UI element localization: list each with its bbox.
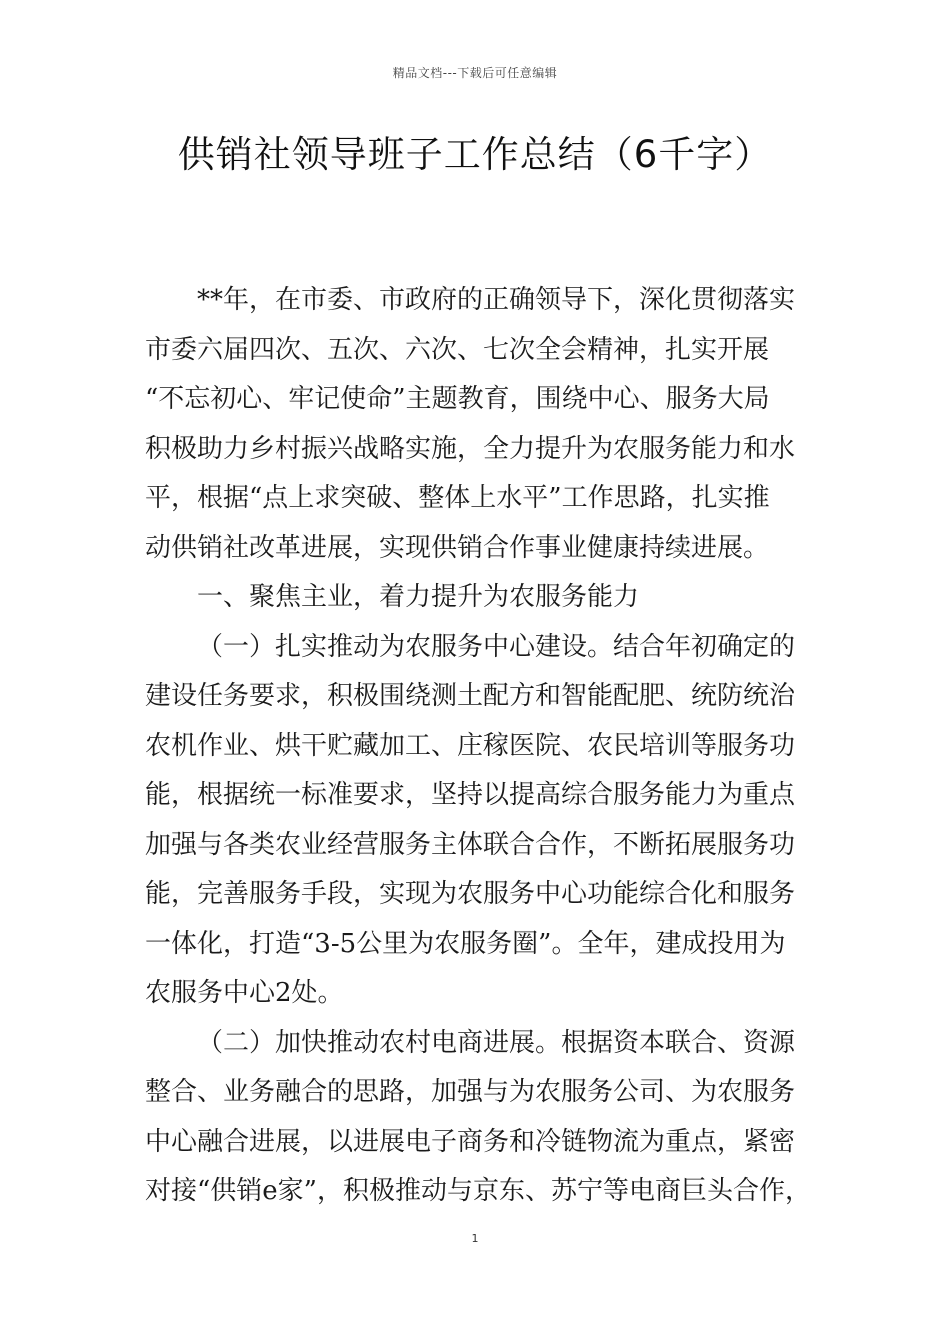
- text-line: 一体化，打造“3-5公里为农服务圈”。全年，建成投用为: [145, 928, 786, 959]
- text-line: “不忘初心、牢记使命”主题教育，围绕中心、服务大局: [145, 384, 770, 414]
- page-header: 精品文档---下载后可任意编辑: [392, 66, 558, 80]
- text-line: **年，在市委、市政府的正确领导下，深化贯彻落实: [197, 285, 796, 315]
- text-line: 能，完善服务手段，实现为农服务中心功能综合化和服务: [145, 879, 796, 909]
- document-title: 供销社领导班子工作总结（6千字）: [177, 133, 773, 176]
- text-line: 能，根据统一标准要求，坚持以提高综合服务能力为重点: [145, 780, 796, 810]
- section-heading: [145, 573, 810, 623]
- text-line: 农机作业、烘干贮藏加工、庄稼医院、农民培训等服务功: [145, 730, 796, 761]
- text-line: 市委六届四次、五次、六次、七次全会精神，扎实开展: [145, 334, 770, 365]
- paragraph-subsection-2: [145, 1019, 810, 1217]
- text-line: 整合、业务融合的思路，加强与为农服务公司、为农服务: [145, 1077, 796, 1107]
- text-line: 一、聚焦主业，着力提升为农服务能力: [197, 582, 640, 612]
- text-line: （一）扎实推动为农服务中心建设。结合年初确定的: [197, 631, 796, 662]
- text-line: 加强与各类农业经营服务主体联合合作，不断拓展服务功: [145, 829, 796, 860]
- paragraph-intro: [145, 276, 810, 573]
- text-line: （二）加快推动农村电商进展。根据资本联合、资源: [197, 1027, 796, 1058]
- text-line: 中心融合进展，以进展电子商务和冷链物流为重点，紧密: [145, 1126, 796, 1157]
- text-line: 平，根据“点上求突破、整体上水平”工作思路，扎实推: [145, 483, 770, 513]
- text-line: 农服务中心2处。: [145, 978, 344, 1008]
- page-number: 1: [471, 1232, 479, 1245]
- document-body: [145, 276, 810, 1217]
- text-line: 建设任务要求，积极围绕测土配方和智能配肥、统防统治: [145, 681, 796, 711]
- text-line: 动供销社改革进展，实现供销合作事业健康持续进展。: [145, 532, 770, 563]
- text-line: 对接“供销e家”，积极推动与京东、苏宁等电商巨头合作，: [145, 1176, 811, 1206]
- paragraph-subsection-1: [145, 623, 810, 1019]
- text-line: 积极助力乡村振兴战略实施，全力提升为农服务能力和水: [145, 433, 796, 464]
